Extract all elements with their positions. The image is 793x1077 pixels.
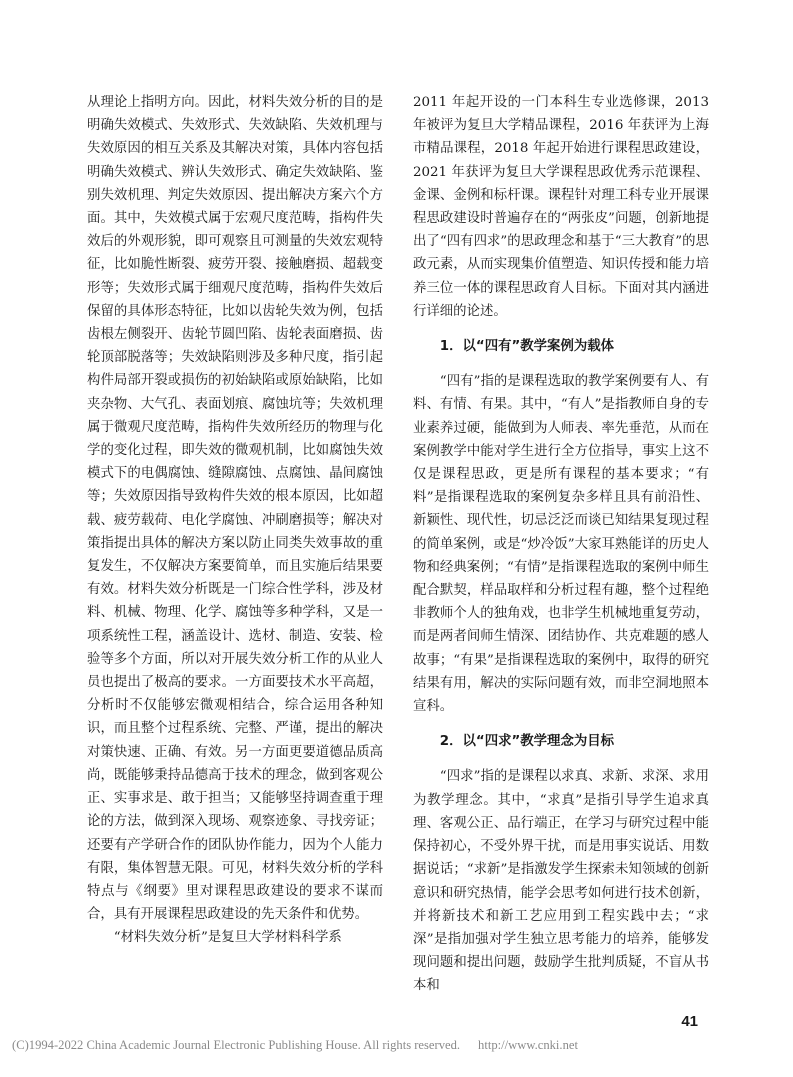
body-paragraph: “材料失效分析”是复旦大学材料科学系 [113, 930, 342, 946]
cnki-link[interactable]: http://www.cnki.net [478, 1038, 578, 1052]
body-paragraph: “四有”指的是课程选取的教学案例要有人、有料、有情、有果。其中，“有人”是指教师自身的专业素养过硬，能做到为人师表、率先垂范，从而在案例教学中能对学生进行全方位指导，事实上这不仅是课程思政，更是所有课程的基本要求；“有料”是指课程选取的案例复杂多样且具有前沿性、新颖性、现代性，切忌泛泛而谈已知结果复现过程的简单案例，或是“炒冷饭”大家耳熟能详的历史人物和经典案例；“有情”是指课程选取的案例中师生配合默契，样品取样和分析过程有趣，整个过程绝非教师个人的独角戏，也非学生机械地重复劳动，而是两者间师生情深、团结协作、共克难题的感人故事；“有果”是指课程选取的案例中，取得的研究结果有用，解决的实际问题有效，而非空洞地照本宣科。 [413, 374, 709, 715]
right-column [413, 91, 709, 998]
body-paragraph: 2011 年起开设的一门本科生专业选修课，2013 年被评为复旦大学精品课程，2016 年获评为上海市精品课程，2018 年起开始进行课程思政建设，2021 年获评为复旦大学课程思政优秀示范课程、金课、金例和标杆课。课程针对理工科专业开展课程思政建设时普遍存在的“两张皮”问题，创新地提出了“四有四求”的思政理念和基于“三大教育”的思政元素，从而实现集价值塑造、知识传授和能力培养三位一体的课程思政育人目标。下面对其内涵进行详细的论述。 [413, 95, 709, 319]
section-heading: 1．以“四有”教学案例为载体 [439, 339, 615, 355]
page-number: 41 [681, 1013, 698, 1030]
body-paragraph: “四求”指的是课程以求真、求新、求深、求用为教学理念。其中，“求真”是指引导学生追求真理、客观公正、品行端正，在学习与研究过程中能保持初心，不受外界干扰，而是用事实说话、用数据说话；“求新”是指激发学生探索未知领域的创新意识和研究热情，能学会思考如何进行技术创新，并将新技术和新工艺应用到工程实践中去；“求深”是指加强对学生独立思考能力的培养，能够发现问题和提出问题，鼓励学生批判质疑，不盲从书本和 [413, 769, 709, 994]
body-paragraph: 从理论上指明方向。因此，材料失效分析的目的是明确失效模式、失效形式、失效缺陷、失效机理与失效原因的相互关系及其解决对策，具体内容包括明确失效模式、辨认失效形式、确定失效缺陷、鉴别失效机理、判定失效原因、提出解决方案六个方面。其中，失效模式属于宏观尺度范畴，指构件失效后的外观形貌，即可观察且可测量的失效宏观特征，比如脆性断裂、疲劳开裂、接触磨损、超载变形等；失效形式属于细观尺度范畴，指构件失效后保留的具体形态特征，比如以齿轮失效为例，包括齿根左侧裂开、齿轮节圆凹陷、齿轮表面磨损、齿轮顶部脱落等；失效缺陷则涉及多种尺度，指引起构件局部开裂或损伤的初始缺陷或原始缺陷，比如夹杂物、大气孔、表面划痕、腐蚀坑等；失效机理属于微观尺度范畴，指构件失效所经历的物理与化学的变化过程，即失效的微观机制，比如腐蚀失效模式下的电偶腐蚀、缝隙腐蚀、点腐蚀、晶间腐蚀等；失效原因指导致构件失效的根本原因，比如超载、疲劳载荷、电化学腐蚀、冲刷磨损等；解决对策指提出具体的解决方案以防止同类失效事故的重复发生，不仅解决方案要简单，而且实施后结果要有效。材料失效分析既是一门综合性学科，涉及材料、机械、物理、化学、腐蚀等多种学科，又是一项系统性工程，涵盖设计、选材、制造、安装、检验等多个方面，所以对开展失效分析工作的从业人员也提出了极高的要求。一方面要技术水平高超，分析时不仅能够宏微观相结合，综合运用各种知识，而且整个过程系统、完整、严谨，提出的解决对策快速、正确、有效。另一方面更要道德品质高尚，既能够秉持品德高于技术的理念，做到客观公正、实事求是、敢于担当；又能够坚持调查重于理论的方法，做到深入现场、观察迹象、寻找旁证；还要有产学研合作的团队协作能力，因为个人能力有限，集体智慧无限。可见，材料失效分析的学科特点与《纲要》里对课程思政建设的要求不谋而合，具有开展课程思政建设的先天条件和优势。 [87, 95, 383, 923]
copyright-text: (C)1994-2022 China Academic Journal Electronic Publishing House. All rights reserved. [12, 1038, 461, 1052]
left-column [87, 91, 383, 950]
copyright-footer [12, 1038, 692, 1053]
section-heading: 2．以“四求”教学理念为目标 [439, 734, 615, 750]
